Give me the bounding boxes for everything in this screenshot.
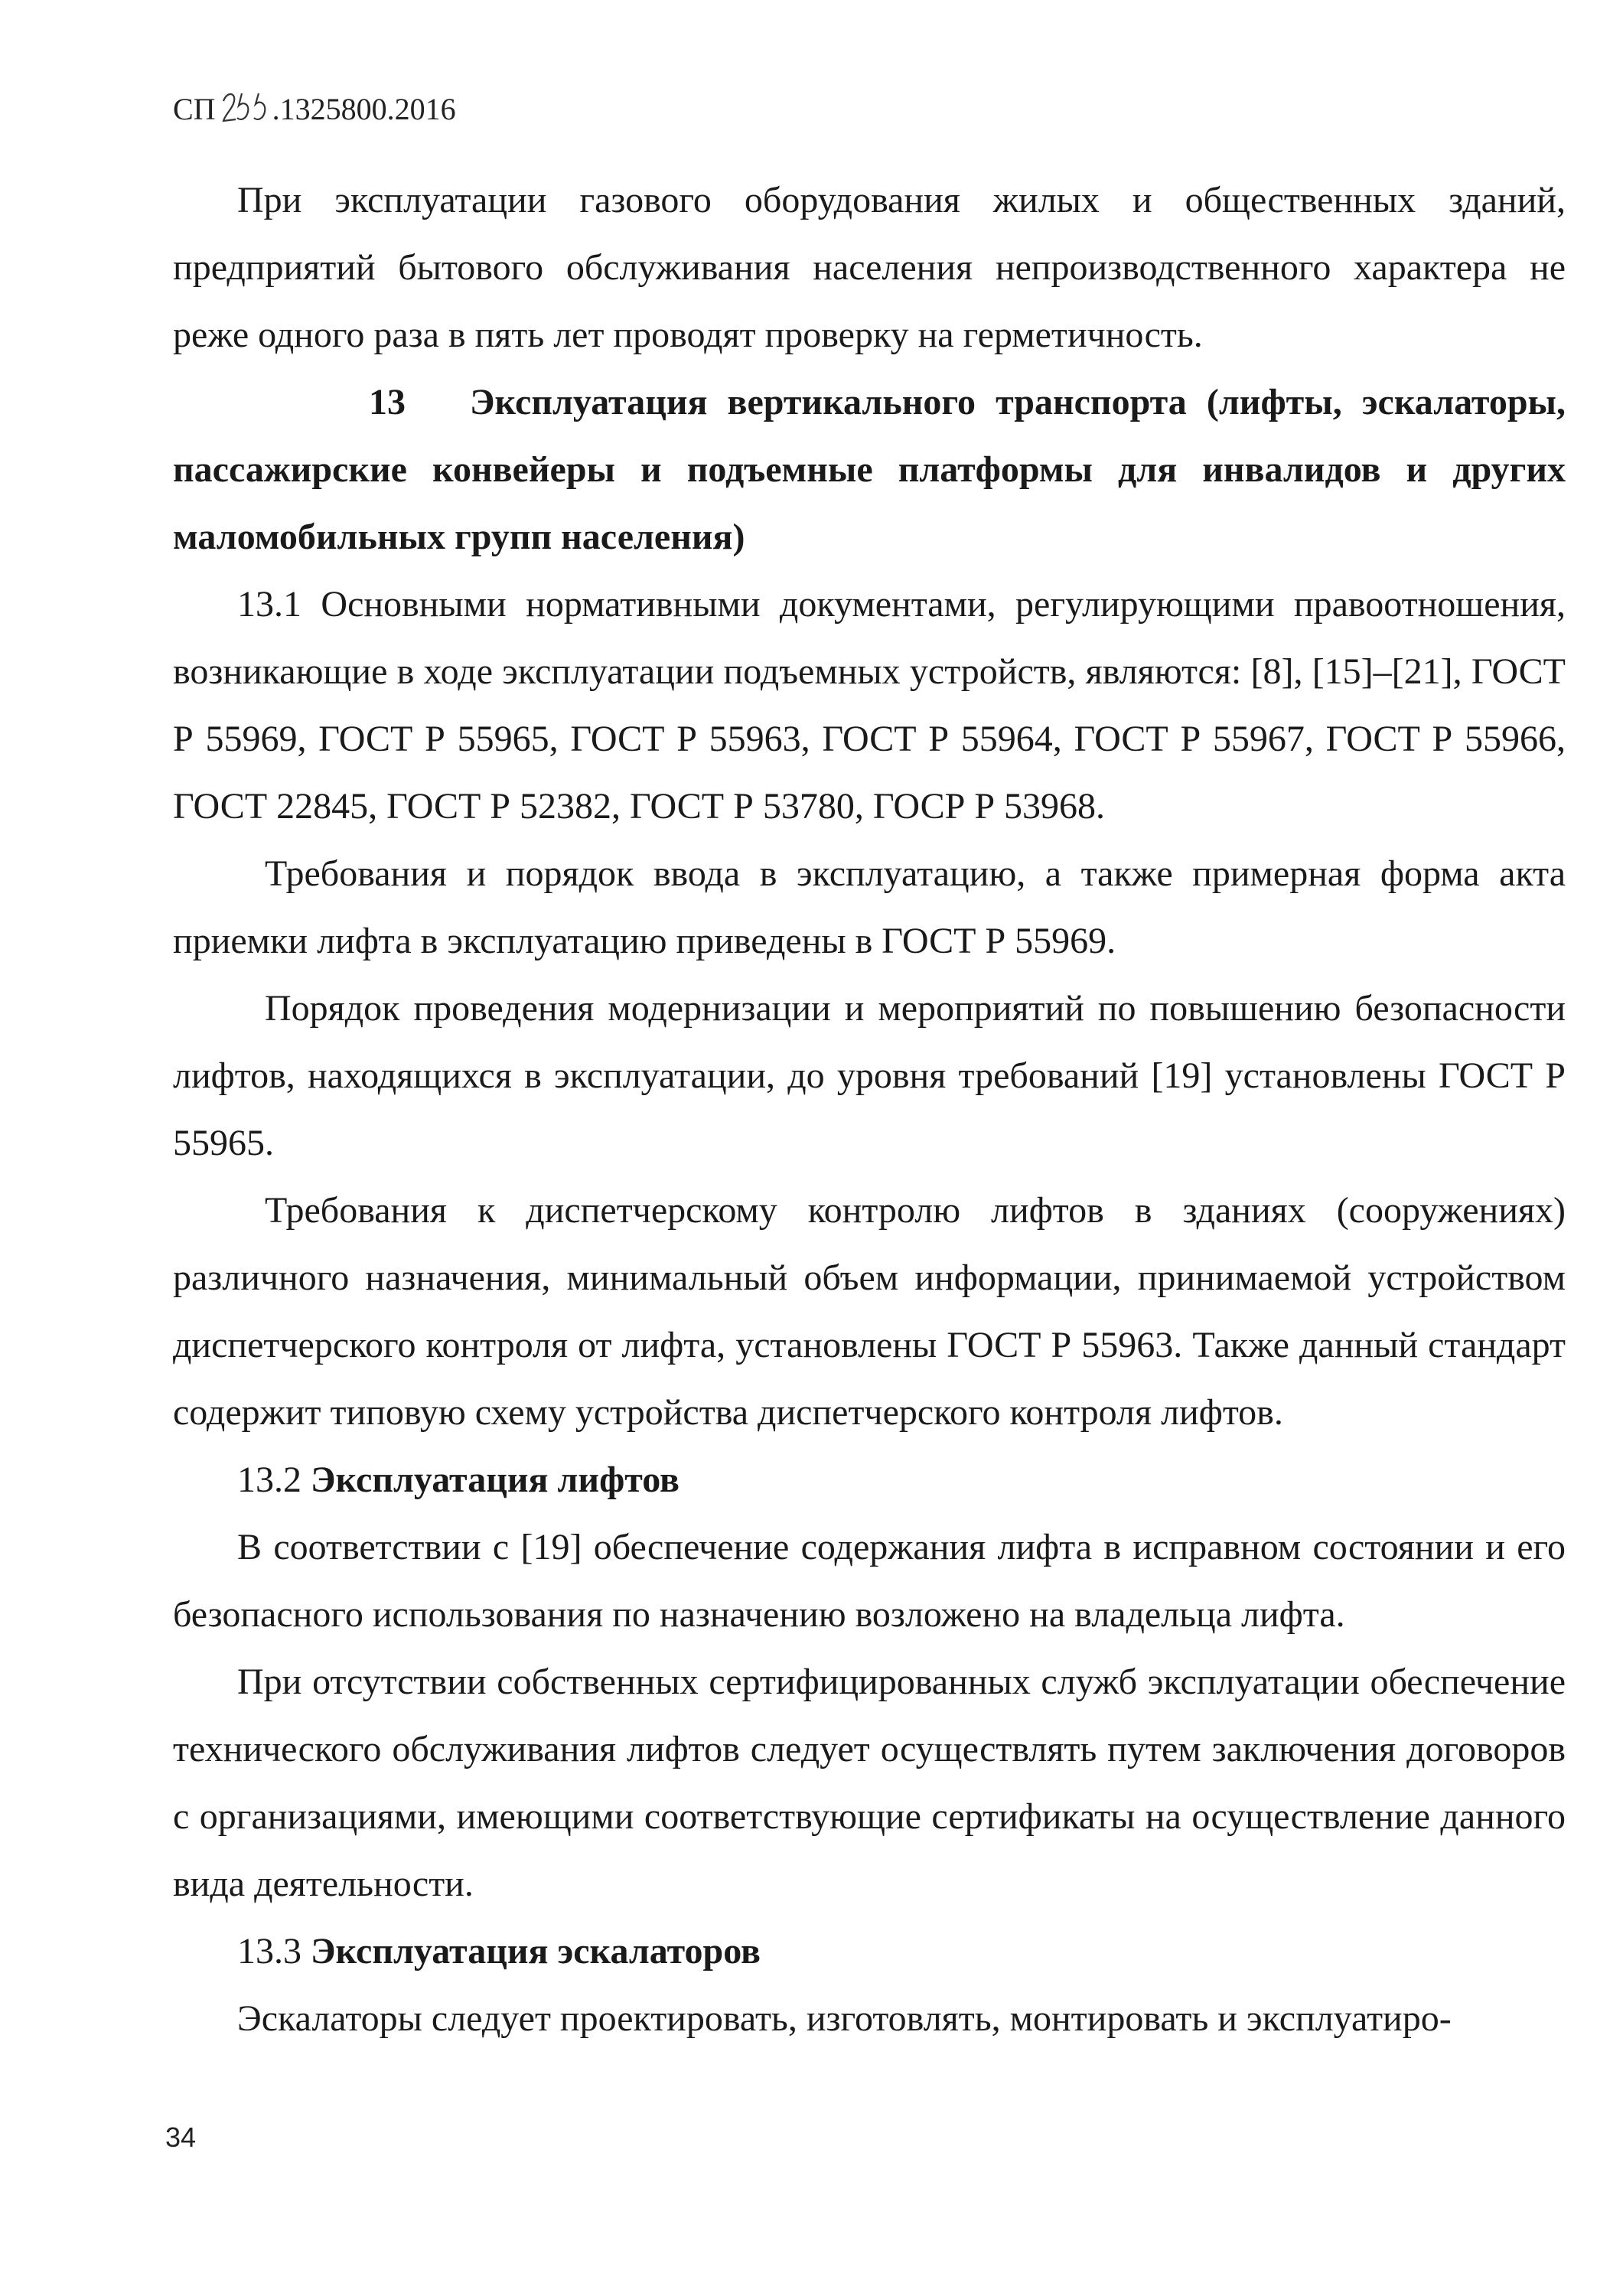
subsection-13-3-heading bbox=[173, 1918, 1566, 1985]
subsection-13-3-title: Эксплуатация эскалаторов bbox=[311, 1931, 761, 1971]
handwritten-code-number bbox=[220, 87, 268, 127]
subsection-13-2-heading bbox=[173, 1446, 1566, 1514]
page-number: 34 bbox=[165, 2122, 197, 2153]
paragraph-13-2-owner: В соответствии с [19] обеспечение содержания лифта в исправном состоянии и его безопасного использования по назначению возложено на владельца лифта. bbox=[173, 1527, 1566, 1635]
document-body bbox=[173, 167, 1566, 2053]
code-suffix: .1325800.2016 bbox=[272, 92, 456, 126]
subsection-13-2-number: 13.2 bbox=[237, 1459, 301, 1500]
paragraph-dispatch-control: Требования к диспетчерскому контролю лифтов в зданиях (сооружениях) различного назначения, минимальный объем информации, принимаемой устройством диспетчерского контроля от лифта, установлены ГОСТ Р 55963. Также данный стандарт содержит типовую схему устройства диспетчерского контроля лифтов. bbox=[173, 1190, 1566, 1433]
section-13-title: Эксплуатация вертикального транспорта (лифты, эскалаторы, пассажирские конвейеры и подъемные платформы для инвалидов и других маломобильных групп населения) bbox=[173, 382, 1566, 557]
paragraph-intro: При эксплуатации газового оборудования жилых и общественных зданий, предприятий бытового обслуживания населения непроизводственного характера не реже одного раза в пять лет проводят проверку на герметичность. bbox=[173, 180, 1566, 355]
document-code bbox=[173, 80, 456, 131]
subsection-13-3-number: 13.3 bbox=[237, 1931, 301, 1971]
paragraph-13-3-escalators: Эскалаторы следует проектировать, изготовлять, монтировать и эксплуатиро- bbox=[237, 1998, 1452, 2039]
section-13-number: 13 bbox=[369, 382, 406, 422]
paragraph-acceptance: Требования и порядок ввода в эксплуатацию, а также примерная форма акта приемки лифта в эксплуатацию приведены в ГОСТ Р 55969. bbox=[173, 853, 1566, 961]
code-prefix: СП bbox=[173, 92, 216, 126]
paragraph-modernization: Порядок проведения модернизации и мероприятий по повышению безопасности лифтов, находящихся в эксплуатации, до уровня требований [19] установлены ГОСТ Р 55965. bbox=[173, 988, 1566, 1163]
paragraph-13-1: 13.1 Основными нормативными документами, регулирующими правоотношения, возникающие в ходе эксплуатации подъемных устройств, являются: [8], [15]–[21], ГОСТ Р 55969, ГОСТ Р 55965, ГОСТ Р 55963, ГОСТ Р 55964, ГОСТ Р 55967, ГОСТ Р 55966, ГОСТ 22845, ГОСТ Р 52382, ГОСТ Р 53780, ГОСР Р 53968. bbox=[173, 584, 1566, 827]
section-13-heading bbox=[173, 369, 1566, 571]
subsection-13-2-title: Эксплуатация лифтов bbox=[311, 1459, 680, 1500]
paragraph-13-2-service: При отсутствии собственных сертифицированных служб эксплуатации обеспечение технического обслуживания лифтов следует осуществлять путем заключения договоров с организациями, имеющими соответствующие сертификаты на осуществление данного вида деятельности. bbox=[173, 1662, 1566, 1904]
